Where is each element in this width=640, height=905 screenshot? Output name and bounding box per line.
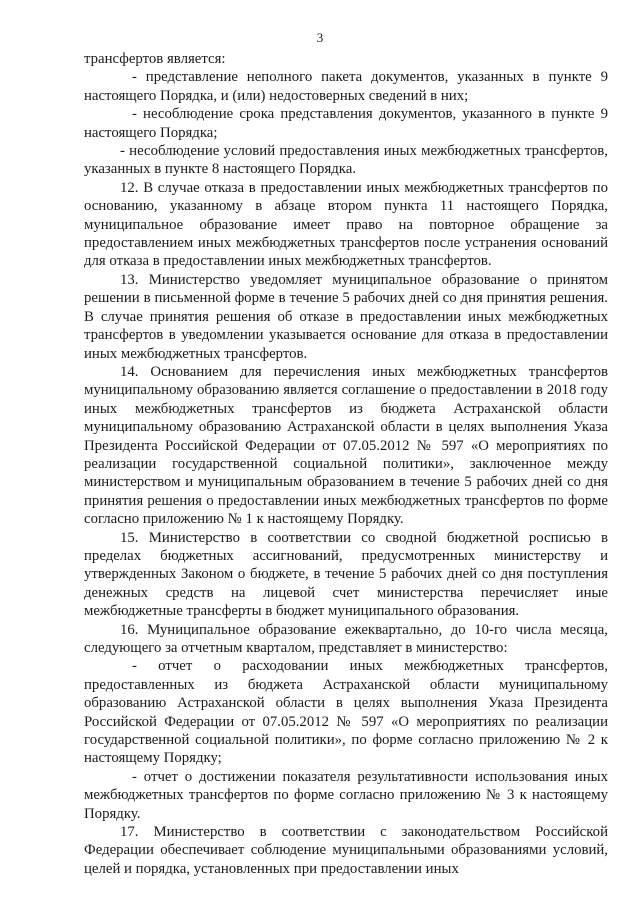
paragraph-12: 12. В случае отказа в предоставлении иных межбюджетных трансфертов по основанию, указанному в абзаце втором пункта 11 настоящего Порядка, муниципальное образование имеет право на повторное обращение за предоставлением иных межбюджетных трансфертов после устранения оснований для отказа в предоставлении иных межбюджетных трансфертов.	[84, 179, 608, 270]
paragraph-17: 17. Министерство в соответствии с законодательством Российской Федерации обеспечивает соблюдение муниципальными образованиями условий, целей и порядка, установленных при предоставлении иных	[84, 824, 608, 877]
list-item-deadline-violation: - несоблюдение срока представления документов, указанного в пункте 9 настоящего Порядка;	[84, 106, 608, 141]
paragraph-15: 15. Министерство в соответствии со сводной бюджетной росписью в пределах бюджетных ассигнований, предусмотренных министерству и утвержденных Законом о бюджете, в течение 5 рабочих дней со дня поступления денежных средств на лицевой счет министерства перечисляет иные межбюджетные трансферты в бюджет муниципального образования.	[84, 529, 608, 620]
paragraph-16: 16. Муниципальное образование ежеквартально, до 10-го числа месяца, следующего за отчетным кварталом, представляет в министерство:	[84, 621, 608, 656]
list-item-expense-report: - отчет о расходовании иных межбюджетных трансфертов, предоставленных из бюджета Астраханской области муниципальному образованию Астраханской области в целях выполнения Указа Президента Российской Федерации от 07.05.2012 № 597 «О мероприятиях по реализации государственной социальной политики», по форме согласно приложению № 2 к настоящему Порядку;	[84, 658, 608, 767]
document-body	[84, 50, 608, 878]
page-number: 3	[316, 30, 324, 45]
list-item-incomplete-package: - представление неполного пакета документов, указанных в пункте 9 настоящего Порядка, и (или) недостоверных сведений в них;	[84, 69, 608, 104]
list-item-conditions-violation: - несоблюдение условий предоставления иных межбюджетных трансфертов, указанных в пункте 8 настоящего Порядка.	[84, 143, 608, 178]
paragraph-13: 13. Министерство уведомляет муниципальное образование о принятом решении в письменной форме в течение 5 рабочих дней со дня принятия решения. В случае принятия решения об отказе в предоставлении иных межбюджетных трансфертов в уведомлении указывается основание для отказа в предоставлении иных межбюджетных трансфертов.	[84, 271, 608, 362]
paragraph-continuation: трансфертов является:	[84, 51, 226, 67]
paragraph-14: 14. Основанием для перечисления иных межбюджетных трансфертов муниципальному образованию является соглашение о предоставлении в 2018 году иных межбюджетных трансфертов из бюджета Астраханской области муниципальному образованию Астраханской области в целях выполнения Указа Президента Российской Федерации от 07.05.2012 № 597 «О мероприятиях по реализации государственной социальной политики», заключенное между министерством и муниципальным образованием в течение 5 рабочих дней со дня принятия решения о предоставлении иных межбюджетных трансфертов по форме согласно приложению № 1 к настоящему Порядку.	[84, 363, 608, 528]
list-item-performance-report: - отчет о достижении показателя результативности использования иных межбюджетных трансфертов по форме согласно приложению № 3 к настоящему Порядку.	[84, 768, 608, 822]
